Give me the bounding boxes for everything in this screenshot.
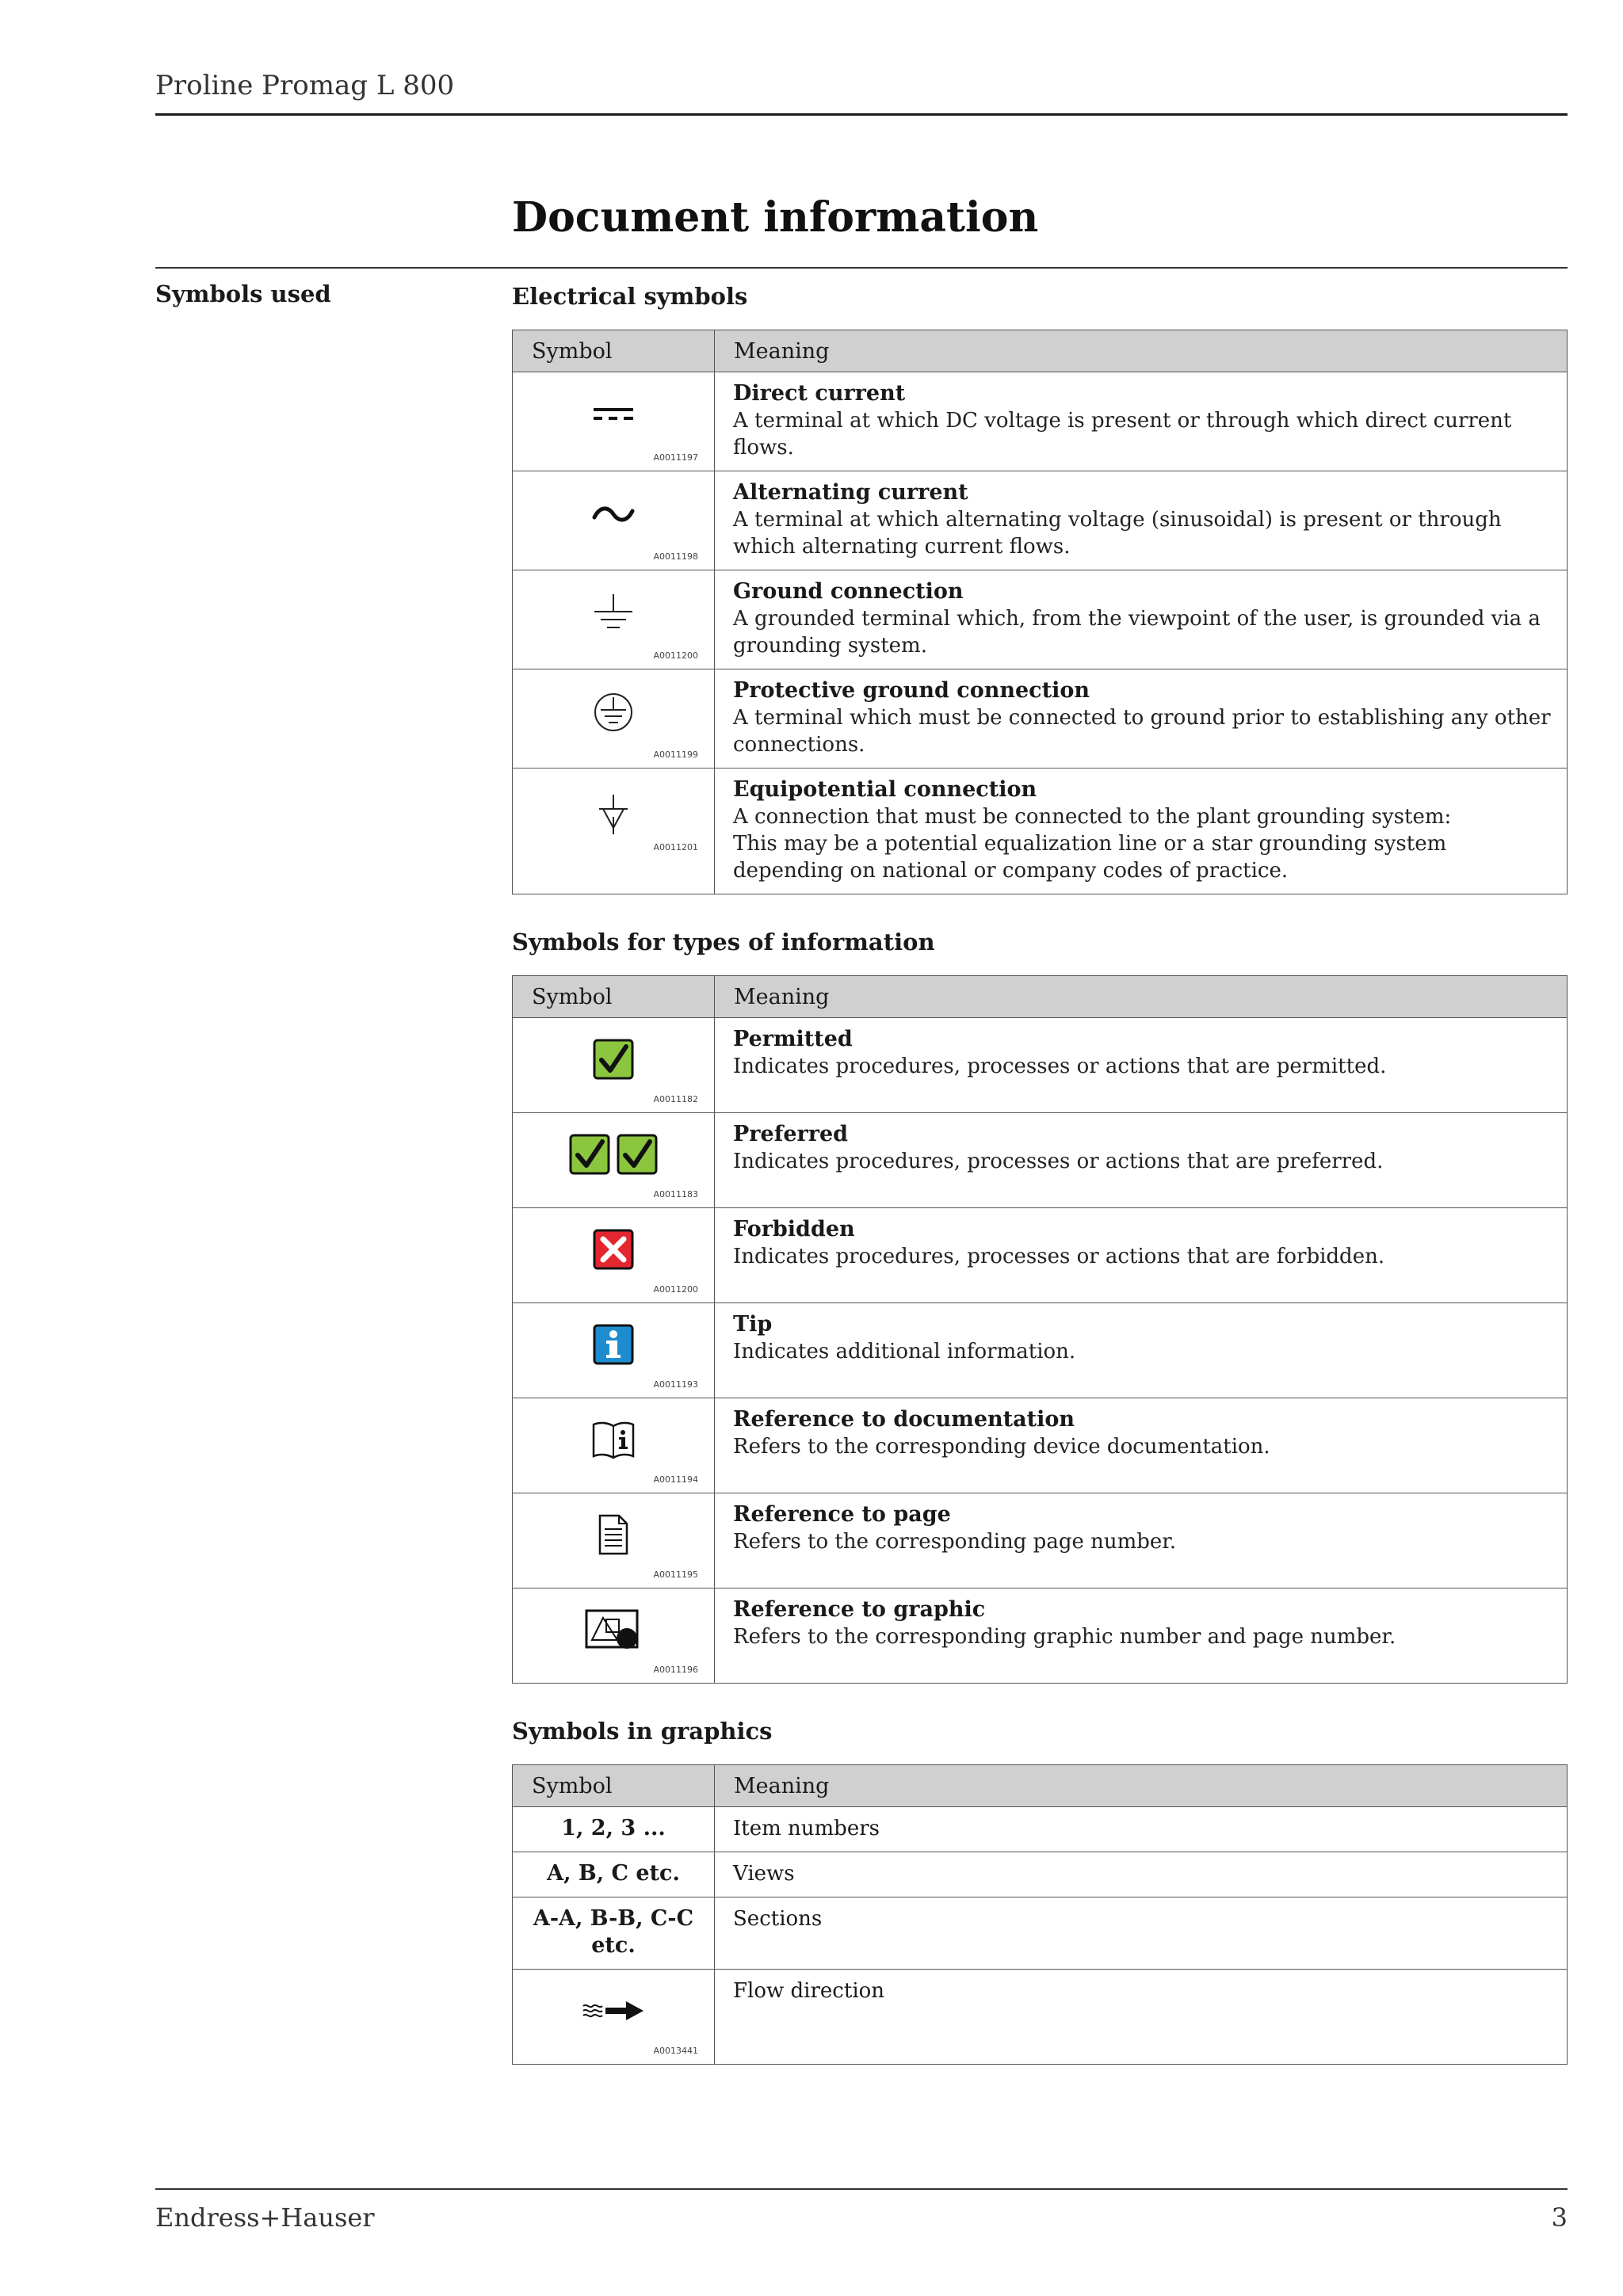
symbol-cell xyxy=(513,372,715,471)
title-rule xyxy=(155,267,1568,269)
symbol-cell xyxy=(513,471,715,570)
meaning-column-header: Meaning xyxy=(715,1765,1568,1807)
row-title: Reference to documentation xyxy=(733,1407,1075,1432)
row-description: Indicates procedures, processes or actions that are forbidden. xyxy=(733,1245,1385,1268)
info-icon xyxy=(593,1324,634,1365)
table-header-row xyxy=(513,976,1568,1018)
meaning-cell xyxy=(715,1208,1568,1303)
meaning-cell: Flow direction xyxy=(715,1970,1568,2065)
graphic-icon xyxy=(584,1608,643,1651)
info-symbols-table xyxy=(512,975,1568,1684)
symbol-cell xyxy=(513,1303,715,1398)
main-content xyxy=(512,280,1568,2065)
graphic-code: A0011193 xyxy=(653,1379,698,1390)
equipotential-icon xyxy=(594,793,633,837)
checkmark-icon xyxy=(593,1039,634,1080)
row-description: Refers to the corresponding device documentation. xyxy=(733,1435,1270,1459)
meaning-cell xyxy=(715,1398,1568,1493)
row-title: Reference to page xyxy=(733,1502,951,1527)
page-title: Document information xyxy=(512,193,1039,242)
footer-company: Endress+Hauser xyxy=(155,2203,375,2233)
electrical-section-title: Electrical symbols xyxy=(512,283,748,310)
symbol-cell xyxy=(513,570,715,669)
meaning-cell xyxy=(715,471,1568,570)
row-description: A grounded terminal which, from the viewpoint of the user, is grounded via a grounding system. xyxy=(733,607,1541,658)
book-info-icon xyxy=(591,1420,636,1459)
row-title: Equipotential connection xyxy=(733,777,1037,802)
graphic-code: A0011183 xyxy=(653,1189,698,1199)
row-description: Indicates procedures, processes or actions that are permitted. xyxy=(733,1055,1387,1078)
row-description: A connection that must be connected to the plant grounding system: xyxy=(733,805,1452,829)
forbidden-x-icon xyxy=(593,1229,634,1270)
table-row xyxy=(513,1018,1568,1113)
row-title: Alternating current xyxy=(733,480,968,505)
meaning-cell xyxy=(715,570,1568,669)
row-title: Permitted xyxy=(733,1027,853,1051)
symbol-cell xyxy=(513,1018,715,1113)
graphic-code: A0011194 xyxy=(653,1474,698,1485)
table-row xyxy=(513,1589,1568,1684)
page-number: 3 xyxy=(1551,2203,1568,2233)
row-description: A terminal at which alternating voltage (sinusoidal) is present or through which alternating current flows. xyxy=(733,508,1502,559)
graphics-symbols-table xyxy=(512,1764,1568,2065)
row-description-2: This may be a potential equalization line or a star grounding system depending on national or company codes of practice. xyxy=(733,832,1447,883)
graphics-section-title: Symbols in graphics xyxy=(512,1718,773,1745)
table-row xyxy=(513,769,1568,894)
graphic-code: A0013441 xyxy=(653,2046,698,2056)
symbol-cell xyxy=(513,1208,715,1303)
meaning-cell: Views xyxy=(715,1852,1568,1897)
protective-ground-icon xyxy=(592,691,635,734)
meaning-cell xyxy=(715,1493,1568,1589)
row-description: Indicates procedures, processes or actions that are preferred. xyxy=(733,1150,1384,1173)
graphic-code: A0011201 xyxy=(653,842,698,852)
row-title: Reference to graphic xyxy=(733,1597,986,1622)
symbol-cell xyxy=(513,669,715,769)
graphic-code: A0011195 xyxy=(653,1569,698,1580)
electrical-symbols-table xyxy=(512,330,1568,894)
meaning-cell xyxy=(715,669,1568,769)
table-row xyxy=(513,1208,1568,1303)
row-description: Refers to the corresponding page number. xyxy=(733,1530,1177,1554)
meaning-cell xyxy=(715,372,1568,471)
meaning-cell: Sections xyxy=(715,1897,1568,1970)
meaning-cell xyxy=(715,769,1568,894)
meaning-cell: Item numbers xyxy=(715,1807,1568,1852)
table-row xyxy=(513,1303,1568,1398)
table-header-row xyxy=(513,1765,1568,1807)
table-row xyxy=(513,570,1568,669)
graphic-code: A0011196 xyxy=(653,1665,698,1675)
row-title: Direct current xyxy=(733,381,906,406)
graphic-code: A0011197 xyxy=(653,452,698,463)
graphic-code: A0011198 xyxy=(653,551,698,562)
symbol-cell xyxy=(513,1589,715,1684)
table-row xyxy=(513,1398,1568,1493)
page-icon xyxy=(598,1513,629,1556)
info-types-section-title: Symbols for types of information xyxy=(512,929,935,955)
table-row xyxy=(513,1852,1568,1897)
row-title: Tip xyxy=(733,1312,773,1337)
symbol-cell xyxy=(513,1493,715,1589)
meaning-cell xyxy=(715,1018,1568,1113)
header-rule xyxy=(155,113,1568,116)
symbol-cell xyxy=(513,1398,715,1493)
graphic-code: A0011182 xyxy=(653,1094,698,1104)
side-heading: Symbols used xyxy=(155,280,331,307)
symbol-cell: 1, 2, 3 ... xyxy=(513,1807,715,1852)
graphic-code: A0011199 xyxy=(653,749,698,760)
ground-icon xyxy=(591,593,636,634)
symbol-cell xyxy=(513,1113,715,1208)
row-title: Preferred xyxy=(733,1122,849,1146)
row-description: Refers to the corresponding graphic number and page number. xyxy=(733,1625,1396,1649)
direct-current-icon xyxy=(592,406,635,425)
flow-direction-icon xyxy=(582,1999,645,2023)
row-title: Forbidden xyxy=(733,1217,855,1241)
running-header: Proline Promag L 800 xyxy=(155,70,455,101)
table-row xyxy=(513,1807,1568,1852)
row-description: A terminal at which DC voltage is present or through which direct current flows. xyxy=(733,409,1512,460)
table-row xyxy=(513,1970,1568,2065)
symbol-column-header: Symbol xyxy=(513,330,715,372)
symbol-cell: A, B, C etc. xyxy=(513,1852,715,1897)
table-row xyxy=(513,471,1568,570)
table-row xyxy=(513,372,1568,471)
row-title: Ground connection xyxy=(733,579,964,604)
symbol-column-header: Symbol xyxy=(513,1765,715,1807)
symbol-cell xyxy=(513,769,715,894)
meaning-column-header: Meaning xyxy=(715,976,1568,1018)
meaning-cell xyxy=(715,1113,1568,1208)
footer-rule xyxy=(155,2188,1568,2190)
table-row xyxy=(513,669,1568,769)
row-description: A terminal which must be connected to ground prior to establishing any other connections. xyxy=(733,706,1551,757)
table-row xyxy=(513,1493,1568,1589)
symbol-cell: A-A, B-B, C-C etc. xyxy=(513,1897,715,1970)
table-row xyxy=(513,1897,1568,1970)
alternating-current-icon xyxy=(592,504,635,524)
graphic-code: A0011200 xyxy=(653,650,698,661)
meaning-cell xyxy=(715,1589,1568,1684)
table-row xyxy=(513,1113,1568,1208)
row-description: Indicates additional information. xyxy=(733,1340,1076,1363)
row-title: Protective ground connection xyxy=(733,678,1090,703)
meaning-column-header: Meaning xyxy=(715,330,1568,372)
graphic-code: A0011200 xyxy=(653,1284,698,1295)
symbol-cell xyxy=(513,1970,715,2065)
symbol-column-header: Symbol xyxy=(513,976,715,1018)
meaning-cell xyxy=(715,1303,1568,1398)
table-header-row xyxy=(513,330,1568,372)
double-checkmark-icon xyxy=(569,1134,658,1175)
